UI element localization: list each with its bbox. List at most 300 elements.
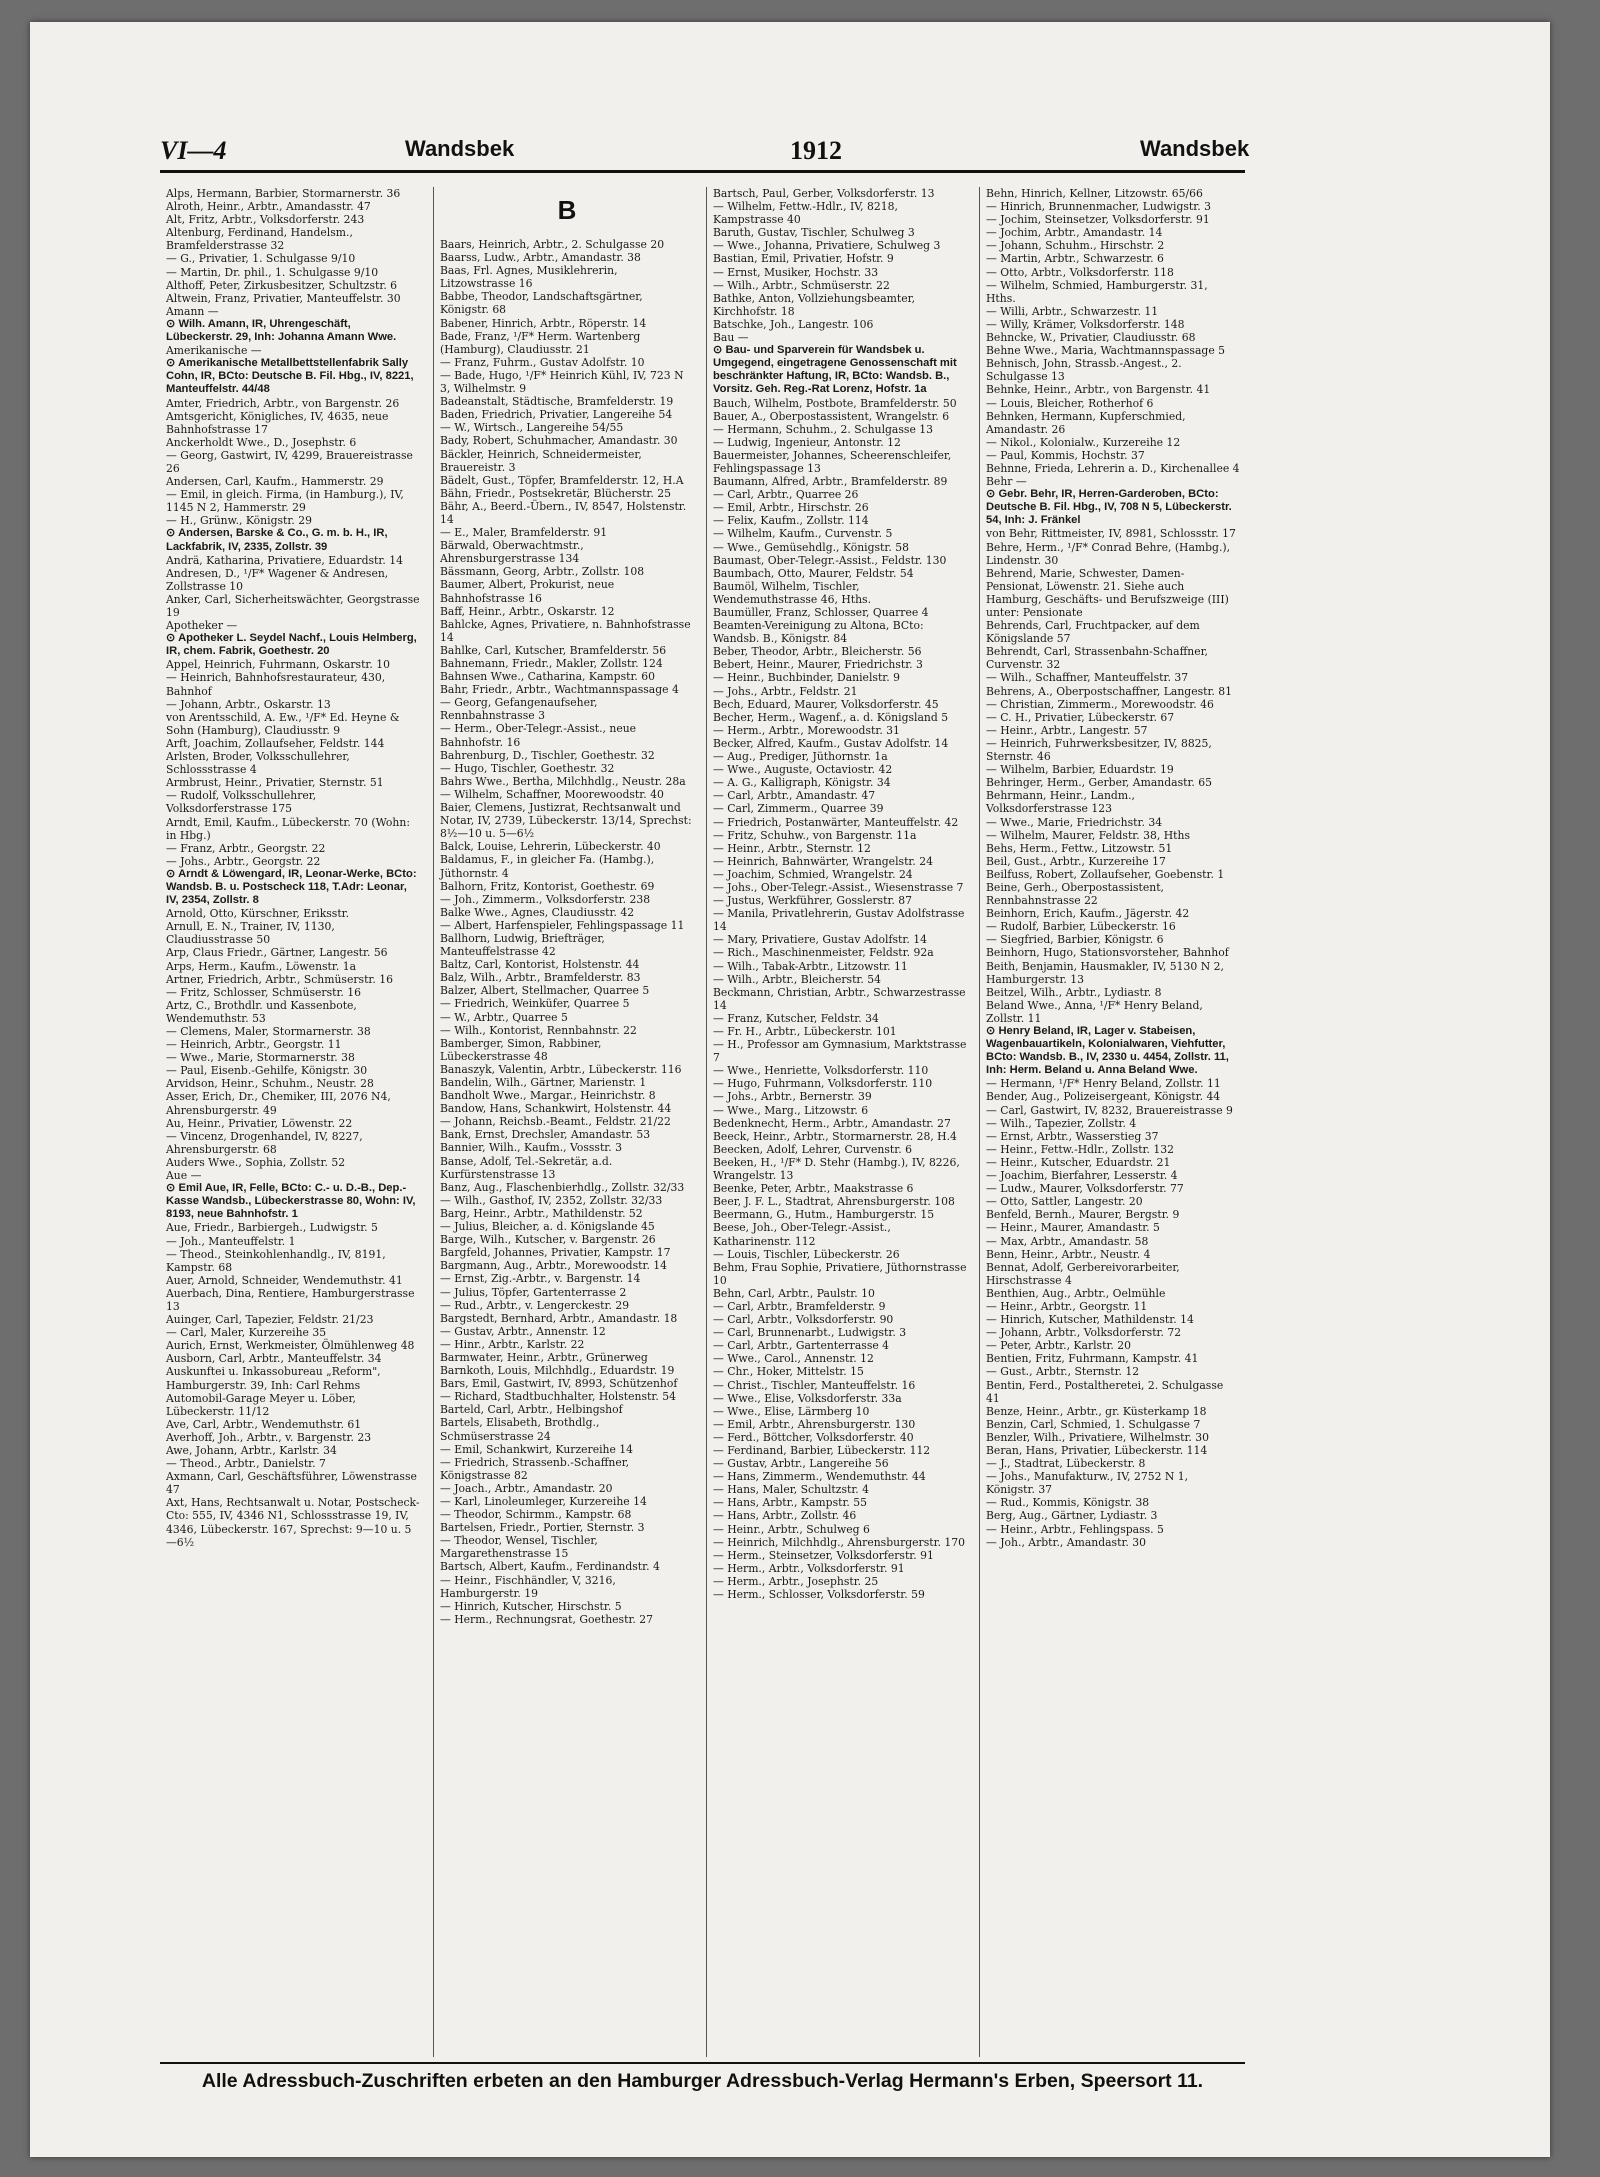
directory-entry: Appel, Heinrich, Fuhrmann, Oskarstr. 10 xyxy=(166,658,391,672)
directory-entry: Benze, Heinr., Arbtr., gr. Küsterkamp 18 xyxy=(986,1404,1207,1418)
directory-entry: Barg, Heinr., Arbtr., Mathildenstr. 52 xyxy=(440,1206,643,1220)
directory-entry: Bargfeld, Johannes, Privatier, Kampstr. 17 xyxy=(440,1246,671,1260)
directory-entry: — Hinr., Arbtr., Karlstr. 22 xyxy=(440,1337,585,1351)
directory-entry: Artz, C., Brothdlr. und Kassenbote, Wendemuthstr. 53 xyxy=(166,998,357,1025)
directory-entry: — Friedrich, Weinküfer, Quarree 5 xyxy=(440,997,630,1011)
directory-entry: Bähr, A., Beerd.-Übern., IV, 8547, Holstenstr. 14 xyxy=(440,499,687,526)
directory-entry: Behnken, Hermann, Kupferschmied, Amandastr. 26 xyxy=(986,409,1186,436)
directory-entry: Arndt, Emil, Kaufm., Lübeckerstr. 70 (Wohn: in Hbg.) xyxy=(166,815,410,842)
directory-entry: Bahlcke, Agnes, Privatiere, n. Bahnhofstrasse 14 xyxy=(440,617,691,644)
directory-entry: — Ernst, Zig.-Arbtr., v. Bargenstr. 14 xyxy=(440,1272,641,1286)
column-1 xyxy=(160,187,424,2057)
directory-entry: Bentien, Fritz, Fuhrmann, Kampstr. 41 xyxy=(986,1352,1199,1366)
directory-entry: — Hugo, Tischler, Goethestr. 32 xyxy=(440,761,615,775)
directory-entry: — Peter, Arbtr., Karlstr. 20 xyxy=(986,1339,1132,1353)
directory-entry: Berg, Aug., Gärtner, Lydiastr. 3 xyxy=(986,1509,1158,1523)
directory-entry: — G., Privatier, 1. Schulgasse 9/10 xyxy=(166,252,356,266)
directory-entry: — Hans, Arbtr., Zollstr. 46 xyxy=(713,1509,857,1523)
directory-entry: Baarss, Ludw., Arbtr., Amandastr. 38 xyxy=(440,251,641,265)
directory-entry: — Heinr., Fettw.-Hdlr., Zollstr. 132 xyxy=(986,1142,1175,1156)
directory-entry: — Hinrich, Brunnenmacher, Ludwigstr. 3 xyxy=(986,200,1211,214)
directory-entry: Beilfuss, Robert, Zollaufseher, Goebenstr. 1 xyxy=(986,867,1225,881)
directory-entry: — Joh., Manteuffelstr. 1 xyxy=(166,1234,296,1248)
directory-entry: Behrendt, Carl, Strassenbahn-Schaffner, Curvenstr. 32 xyxy=(986,645,1208,672)
directory-entry: Averhoff, Joh., Arbtr., v. Bargenstr. 23 xyxy=(166,1430,372,1444)
directory-entry: Amann — xyxy=(166,304,219,318)
directory-entry: Bender, Aug., Polizeisergeant, Königstr. 44 xyxy=(986,1090,1221,1104)
directory-entry: Badeanstalt, Städtische, Bramfelderstr. 19 xyxy=(440,395,674,409)
directory-entry: — Ernst, Arbtr., Wasserstieg 37 xyxy=(986,1129,1159,1143)
directory-entry: Bauer, A., Oberpostassistent, Wrangelstr. 6 xyxy=(713,409,950,423)
directory-entry: Bathke, Anton, Vollziehungsbeamter, Kirchhofstr. 18 xyxy=(713,291,916,318)
directory-entry: — Hermann, ¹/F* Henry Beland, Zollstr. 11 xyxy=(986,1077,1221,1091)
directory-entry: — Johs., Ober-Telegr.-Assist., Wiesenstrasse 7 xyxy=(713,880,964,894)
directory-entry: — Karl, Linoleumleger, Kurzereihe 14 xyxy=(440,1495,647,1508)
directory-entry: Bargmann, Aug., Arbtr., Morewoodstr. 14 xyxy=(440,1259,668,1273)
directory-entry: — Paul, Kommis, Hochstr. 37 xyxy=(986,448,1145,462)
directory-entry: — Carl, Arbtr., Gartenterrasse 4 xyxy=(713,1339,890,1353)
directory-entry: — Heinr., Arbtr., Schulweg 6 xyxy=(713,1522,870,1536)
directory-entry: Bebert, Heinr., Maurer, Friedrichstr. 3 xyxy=(713,658,923,672)
directory-entry: — Julius, Töpfer, Gartenterrasse 2 xyxy=(440,1285,627,1299)
directory-entry: — Johs., Arbtr., Feldstr. 21 xyxy=(713,684,858,698)
directory-entry: Bandholt Wwe., Margar., Heinrichstr. 8 xyxy=(440,1089,656,1103)
directory-entry: Baas, Frl. Agnes, Musiklehrerin, Litzowstrasse 16 xyxy=(440,264,618,291)
directory-entry: — Rudolf, Barbier, Lübeckerstr. 16 xyxy=(986,920,1176,934)
directory-entry: — Wilhelm, Kaufm., Curvenstr. 5 xyxy=(713,527,893,541)
directory-entry: — Wilhelm, Barbier, Eduardstr. 19 xyxy=(986,763,1174,777)
directory-entry: Baumer, Albert, Prokurist, neue Bahnhofstrasse 16 xyxy=(440,578,615,605)
directory-entry: Arnull, E. N., Trainer, IV, 1130, Claudiusstrasse 50 xyxy=(166,920,335,947)
directory-entry: Balz, Wilh., Arbtr., Bramfelderstr. 83 xyxy=(440,971,641,985)
directory-entry: Beamten-Vereinigung zu Altona, BCto: Wandsb. B., Königstr. 84 xyxy=(713,619,924,646)
directory-entry: Behrends, Carl, Fruchtpacker, auf dem Königslande 57 xyxy=(986,619,1200,646)
directory-entry: Andresen, D., ¹/F* Wagener & Andresen, Zollstrasse 10 xyxy=(166,566,389,593)
directory-entry: Baier, Clemens, Justizrat, Rechtsanwalt und Notar, IV, 2739, Lübeckerstr. 13/14, Sprechst: 8½—10 u. 5—6½ xyxy=(440,801,692,841)
directory-entry: — Joh., Arbtr., Amandastr. 30 xyxy=(986,1535,1147,1549)
directory-entry: Automobil-Garage Meyer u. Löber, Lübeckerstr. 11/12 xyxy=(166,1391,356,1418)
directory-entry: — Wwe., Marie, Stormarnerstr. 38 xyxy=(166,1051,355,1065)
directory-entry: Batschke, Joh., Langestr. 106 xyxy=(713,317,874,331)
directory-entry: — Herm., Ober-Telegr.-Assist., neue Bahnhofstr. 16 xyxy=(440,722,637,749)
directory-entry: Baltz, Carl, Kontorist, Holstenstr. 44 xyxy=(440,958,640,972)
directory-entry: Au, Heinr., Privatier, Löwenstr. 22 xyxy=(166,1116,353,1130)
directory-entry: Arps, Herm., Kaufm., Löwenstr. 1a xyxy=(166,959,357,973)
header-town-left: Wandsbek xyxy=(405,136,515,161)
directory-entry: — Hans, Zimmerm., Wendemuthstr. 44 xyxy=(713,1470,926,1484)
directory-entry: Benthien, Aug., Arbtr., Oelmühle xyxy=(986,1286,1166,1300)
directory-entry: — H., Grünw., Königstr. 29 xyxy=(166,514,312,528)
directory-entry: — Heinr., Buchbinder, Danielstr. 9 xyxy=(713,671,900,685)
directory-entry: — Clemens, Maler, Stormarnerstr. 38 xyxy=(166,1025,371,1038)
directory-entry: Behn, Hinrich, Kellner, Litzowstr. 65/66 xyxy=(986,187,1203,200)
directory-entry: — Theod., Arbtr., Danielstr. 7 xyxy=(166,1457,326,1471)
directory-entry: Bäckler, Heinrich, Schneidermeister, Brauereistr. 3 xyxy=(440,447,642,474)
directory-entry: ⊙ Wilh. Amann, IR, Uhrengeschäft, Lübeckerstr. 29, Inh: Johanna Amann Wwe. xyxy=(166,317,397,344)
directory-entry: — Fritz, Schlosser, Schmüserstr. 16 xyxy=(166,985,362,999)
directory-entry: — Georg, Gastwirt, IV, 4299, Brauereistrasse 26 xyxy=(166,448,413,475)
section-letter: B xyxy=(557,195,577,225)
directory-entry: Banse, Adolf, Tel.-Sekretär, a.d. Kurfürstenstrasse 13 xyxy=(440,1154,613,1181)
directory-entry: Beeck, Heinr., Arbtr., Stormarnerstr. 28, H.4 xyxy=(713,1129,957,1143)
directory-entry: Bamberger, Simon, Rabbiner, Lübeckerstrasse 48 xyxy=(440,1036,602,1063)
directory-entry: Arnold, Otto, Kürschner, Eriksstr. xyxy=(166,907,350,921)
directory-entry: — Gust., Arbtr., Sternstr. 12 xyxy=(986,1365,1140,1379)
directory-entry: — Manila, Privatlehrerin, Gustav Adolfstrasse 14 xyxy=(713,907,965,934)
directory-entry: — Herm., Arbtr., Morewoodstr. 31 xyxy=(713,723,900,737)
directory-entry: Bank, Ernst, Drechsler, Amandastr. 53 xyxy=(440,1128,651,1142)
directory-entry: — Joh., Zimmerm., Volksdorferstr. 238 xyxy=(440,892,651,906)
directory-entry: Bädelt, Gust., Töpfer, Bramfelderstr. 12, H.A xyxy=(440,473,684,487)
directory-entry: Baff, Heinr., Arbtr., Oskarstr. 12 xyxy=(440,604,615,618)
directory-entry: — Paul, Eisenb.-Gehilfe, Königstr. 30 xyxy=(166,1064,368,1078)
directory-entry: — Johann, Arbtr., Oskarstr. 13 xyxy=(166,697,331,711)
directory-entry: — Johs., Arbtr., Georgstr. 22 xyxy=(166,854,321,868)
running-header xyxy=(160,130,1250,173)
directory-entry: — Hinrich, Kutscher, Mathildenstr. 14 xyxy=(986,1313,1194,1327)
directory-entry: Anker, Carl, Sicherheitswächter, Georgstrasse 19 xyxy=(166,592,420,619)
directory-entry: — Justus, Werkführer, Gosslerstr. 87 xyxy=(713,894,913,908)
directory-entry: Balzer, Albert, Stellmacher, Quarree 5 xyxy=(440,984,650,998)
directory-entry: — Joachim, Bierfahrer, Lesserstr. 4 xyxy=(986,1169,1178,1183)
directory-entry: Altenburg, Ferdinand, Handelsm., Bramfelderstrasse 32 xyxy=(166,226,353,253)
directory-entry: — Wilh., Tabak-Arbtr., Litzowstr. 11 xyxy=(713,959,908,973)
directory-entry: — Wwe., Auguste, Octaviostr. 42 xyxy=(713,763,893,777)
directory-entry: Auerbach, Dina, Rentiere, Hamburgerstrasse 13 xyxy=(166,1286,415,1313)
directory-entry: — Ferd., Böttcher, Volksdorferstr. 40 xyxy=(713,1430,914,1444)
directory-entry: — Carl, Brunnenarbt., Ludwigstr. 3 xyxy=(713,1326,907,1340)
directory-entry: — Christ., Tischler, Manteuffelstr. 16 xyxy=(713,1378,916,1392)
directory-entry: Behncke, W., Privatier, Claudiusstr. 68 xyxy=(986,331,1196,345)
directory-entry: — Richard, Stadtbuchhalter, Holstenstr. 54 xyxy=(440,1390,676,1404)
directory-entry: — Siegfried, Barbier, Königstr. 6 xyxy=(986,933,1164,947)
directory-entry: — Louis, Bleicher, Rotherhof 6 xyxy=(986,396,1154,410)
directory-entry: — Heinr., Kutscher, Eduardstr. 21 xyxy=(986,1155,1171,1169)
directory-entry: Amerikanische — xyxy=(166,344,262,358)
directory-entry: Andrä, Katharina, Privatiere, Eduardstr. 14 xyxy=(166,553,403,567)
directory-entry: — Rich., Maschinenmeister, Feldstr. 92a xyxy=(713,946,934,960)
directory-entry: — Heinrich, Fuhrwerksbesitzer, IV, 8825, Sternstr. 46 xyxy=(986,736,1212,764)
directory-entry: Aue — xyxy=(166,1169,202,1183)
directory-entry: — Martin, Arbtr., Schwarzestr. 6 xyxy=(986,252,1164,266)
directory-entry: — Wilh., Tapezier, Zollstr. 4 xyxy=(986,1116,1137,1130)
directory-entry: — Joachim, Schmied, Wrangelstr. 24 xyxy=(713,867,913,881)
directory-entry: — C. H., Privatier, Lübeckerstr. 67 xyxy=(986,710,1175,724)
directory-entry: Behs, Herm., Fettw., Litzowstr. 51 xyxy=(986,841,1173,855)
directory-entry: Baruth, Gustav, Tischler, Schulweg 3 xyxy=(713,226,915,240)
directory-entry: Babener, Hinrich, Arbtr., Röperstr. 14 xyxy=(440,316,647,330)
directory-entry: Baden, Friedrich, Privatier, Langereihe 54 xyxy=(440,408,673,422)
directory-entry: Amtsgericht, Königliches, IV, 4635, neue Bahnhofstrasse 17 xyxy=(166,409,389,436)
directory-entry: Baldamus, F., in gleicher Fa. (Hambg.), Jüthornstr. 4 xyxy=(440,853,655,880)
directory-entry: Beese, Joh., Ober-Telegr.-Assist., Katharinenstr. 112 xyxy=(713,1221,891,1248)
directory-entry: Balck, Louise, Lehrerin, Lübeckerstr. 40 xyxy=(440,840,661,854)
directory-entry: Andersen, Carl, Kaufm., Hammerstr. 29 xyxy=(166,475,384,489)
directory-entry: Becher, Herm., Wagenf., a. d. Königsland 5 xyxy=(713,710,949,724)
directory-entry: Behm, Frau Sophie, Privatiere, Jüthornstrasse 10 xyxy=(713,1260,967,1287)
directory-entry: — Friedrich, Postanwärter, Manteuffelstr. 42 xyxy=(713,815,959,829)
directory-entry: Beecken, Adolf, Lehrer, Curvenstr. 6 xyxy=(713,1142,912,1156)
directory-entry: Behrmann, Heinr., Landm., Volksdorferstrasse 123 xyxy=(986,789,1135,816)
directory-entry: — Jochim, Arbtr., Amandastr. 14 xyxy=(986,226,1163,240)
directory-entry: — Hugo, Fuhrmann, Volksdorferstr. 110 xyxy=(713,1077,933,1091)
directory-entry: — Wilhelm, Maurer, Feldstr. 38, Hths xyxy=(986,828,1191,842)
directory-entry: — Wwe., Marg., Litzowstr. 6 xyxy=(713,1103,869,1117)
directory-entry: Armbrust, Heinr., Privatier, Sternstr. 51 xyxy=(166,776,384,790)
column-4 xyxy=(979,187,1244,2057)
directory-entry: — Ferdinand, Barbier, Lübeckerstr. 112 xyxy=(713,1444,931,1457)
directory-entry: — Ernst, Musiker, Hochstr. 33 xyxy=(713,265,879,279)
directory-entry: — Herm., Arbtr., Volksdorferstr. 91 xyxy=(713,1561,905,1575)
directory-entry: Beil, Gust., Arbtr., Kurzereihe 17 xyxy=(986,854,1166,868)
directory-entry: Beer, J. F. L., Stadtrat, Ahrensburgerstr. 108 xyxy=(713,1195,955,1209)
directory-entry: Amter, Friedrich, Arbtr., von Bargenstr. 26 xyxy=(166,396,400,410)
directory-entry: Beckmann, Christian, Arbtr., Schwarzestrasse 14 xyxy=(713,985,966,1012)
directory-entry: — Franz, Kutscher, Feldstr. 34 xyxy=(713,1011,879,1025)
directory-entry: Asser, Erich, Dr., Chemiker, III, 2076 N4, Ahrensburgerstr. 49 xyxy=(166,1090,391,1117)
directory-entry: — Wwe., Elise, Volksdorferstr. 33a xyxy=(713,1391,902,1405)
directory-entry: — Heinr., Arbtr., Georgstr. 11 xyxy=(986,1299,1148,1313)
directory-entry: Bauermeister, Johannes, Scheerenschleifer, Fehlingspassage 13 xyxy=(713,448,952,475)
directory-entry: Bech, Eduard, Maurer, Volksdorferstr. 45 xyxy=(713,697,939,711)
directory-entry: Becker, Alfred, Kaufm., Gustav Adolfstr. 14 xyxy=(713,736,949,750)
directory-entry: Benfeld, Bernh., Maurer, Bergstr. 9 xyxy=(986,1208,1180,1222)
directory-entry: — Martin, Dr. phil., 1. Schulgasse 9/10 xyxy=(166,265,379,279)
directory-entry: Altwein, Franz, Privatier, Manteuffelstr. 30 xyxy=(166,291,401,305)
directory-entry: — Heinrich, Milchhdlg., Ahrensburgerstr. 170 xyxy=(713,1535,966,1549)
directory-entry: Bahr, Friedr., Arbtr., Wachtmannspassage 4 xyxy=(440,683,679,697)
directory-entry: Bahnsen Wwe., Catharina, Kampstr. 60 xyxy=(440,670,656,684)
directory-entry: — Louis, Tischler, Lübeckerstr. 26 xyxy=(713,1247,900,1261)
directory-entry: — Max, Arbtr., Amandastr. 58 xyxy=(986,1234,1149,1248)
directory-entry: — Vincenz, Drogenhandel, IV, 8227, Ahrensburgerstr. 68 xyxy=(166,1129,363,1156)
directory-entry: — Rudolf, Volksschullehrer, Volksdorferstrasse 175 xyxy=(166,789,317,816)
directory-entry: Bässmann, Georg, Arbtr., Zollstr. 108 xyxy=(440,565,645,579)
directory-entry: — Wilh., Arbtr., Schmüserstr. 22 xyxy=(713,278,890,292)
directory-entry: ⊙ Apotheker L. Seydel Nachf., Louis Helmberg, IR, chem. Fabrik, Goethestr. 20 xyxy=(166,632,417,658)
directory-entry: — Carl, Gastwirt, IV, 8232, Brauereistrasse 9 xyxy=(986,1103,1233,1117)
directory-entry: — Heinr., Arbtr., Fehlingspass. 5 xyxy=(986,1522,1164,1536)
directory-entry: Bau — xyxy=(713,331,749,345)
directory-entry: Bartelsen, Friedr., Portier, Sternstr. 3 xyxy=(440,1521,645,1535)
directory-entry: — Wilh., Gasthof, IV, 2352, Zollstr. 32/33 xyxy=(440,1193,663,1207)
directory-entry: — Felix, Kaufm., Zollstr. 114 xyxy=(713,514,869,528)
column-2 xyxy=(433,187,698,2057)
directory-entry: — Christian, Zimmerm., Morewoodstr. 46 xyxy=(986,697,1214,711)
directory-entry: — Friedrich, Strassenb.-Schaffner, Königstrasse 82 xyxy=(440,1455,630,1482)
directory-entry: Beber, Theodor, Arbtr., Bleicherstr. 56 xyxy=(713,645,922,659)
directory-entry: Banz, Aug., Flaschenbierhdlg., Zollstr. 32/33 xyxy=(440,1180,685,1194)
directory-entry: — W., Arbtr., Quarree 5 xyxy=(440,1010,568,1024)
directory-entry: Behnisch, John, Strassb.-Angest., 2. Schulgasse 13 xyxy=(986,357,1182,384)
directory-entry: Arlsten, Broder, Volksschullehrer, Schlossstrasse 4 xyxy=(166,750,350,777)
directory-entry: Barnkoth, Louis, Milchhdlg., Eduardstr. 19 xyxy=(440,1364,675,1378)
publisher-footer: Alle Adressbuch-Zuschriften erbeten an den Hamburger Adressbuch-Verlag Hermann's Erben, Speersort 11. xyxy=(160,2062,1245,2093)
directory-entry: — Herm., Steinsetzer, Volksdorferstr. 91 xyxy=(713,1548,934,1562)
directory-entry: — Wwe., Henriette, Volksdorferstr. 110 xyxy=(713,1064,929,1078)
directory-entry: Behrens, A., Oberpostschaffner, Langestr. 81 xyxy=(986,684,1233,698)
directory-entry: — Franz, Fuhrm., Gustav Adolfstr. 10 xyxy=(440,355,645,369)
directory-entry: ⊙ Arndt & Löwengard, IR, Leonar-Werke, BCto: Wandsb. B. u. Postscheck 118, T.Adr: Leonar, IV, 2354, Zollstr. 8 xyxy=(166,867,417,907)
directory-entry: ⊙ Amerikanische Metallbettstellenfabrik Sally Cohn, IR, BCto: Deutsche B. Fil. Hbg., IV, 8221, Manteuffelstr. 44/48 xyxy=(166,357,414,396)
directory-entry: — Willi, Arbtr., Schwarzestr. 11 xyxy=(986,304,1159,318)
directory-entry: — Wilh., Kontorist, Rennbahnstr. 22 xyxy=(440,1023,637,1037)
directory-entry: Ausborn, Carl, Arbtr., Manteuffelstr. 34 xyxy=(166,1352,382,1366)
directory-entry: Balhorn, Fritz, Kontorist, Goethestr. 69 xyxy=(440,879,655,893)
directory-entry: ⊙ Gebr. Behr, IR, Herren-Garderoben, BCto: Deutsche B. Fil. Hbg., IV, 708 N 5, Lübeckerstr. 54, Inh: J. Fränkel xyxy=(986,488,1232,527)
directory-entry: Anckerholdt Wwe., D., Josephstr. 6 xyxy=(166,435,357,449)
directory-entry: — Wilhelm, Schaffner, Moorewoodstr. 40 xyxy=(440,787,664,801)
directory-entry: — Johann, Schuhm., Hirschstr. 2 xyxy=(986,239,1165,253)
directory-entry: — Theodor, Schirmm., Kampstr. 68 xyxy=(440,1508,632,1522)
directory-entry: Baumbach, Otto, Maurer, Feldstr. 54 xyxy=(713,566,914,580)
directory-entry: — Wwe., Gemüsehdlg., Königstr. 58 xyxy=(713,540,909,554)
directory-entry: — Heinr., Fischhändler, V, 3216, Hamburgerstr. 19 xyxy=(440,1573,616,1600)
directory-entry: Behrend, Marie, Schwester, Damen-Pensionat, Löwenstr. 21. Siehe auch Hamburg, Geschäfts- und Berufszweige (III) unter: Pensionate xyxy=(986,566,1229,619)
directory-entry: — Wwe., Johanna, Privatiere, Schulweg 3 xyxy=(713,239,941,253)
directory-entry: — Nikol., Kolonialw., Kurzereihe 12 xyxy=(986,435,1181,449)
directory-entry: Bahrs Wwe., Bertha, Milchhdlg., Neustr. 28a xyxy=(440,774,686,788)
directory-entry: Beland Wwe., Anna, ¹/F* Henry Beland, Zollstr. 11 xyxy=(986,998,1203,1025)
directory-entry: Alroth, Heinr., Arbtr., Amandasstr. 47 xyxy=(166,200,371,214)
directory-entry: — Heinr., Arbtr., Langestr. 57 xyxy=(986,723,1148,737)
directory-entry: — Wilh., Arbtr., Bleicherstr. 54 xyxy=(713,972,882,986)
directory-entry: Behn, Carl, Arbtr., Paulstr. 10 xyxy=(713,1286,875,1300)
directory-entry: — Emil, Arbtr., Hirschstr. 26 xyxy=(713,501,869,515)
directory-entry: Baumöl, Wilhelm, Tischler, Wendemuthstrasse 46, Hths. xyxy=(713,579,872,606)
directory-entry: Awe, Johann, Arbtr., Karlstr. 34 xyxy=(166,1444,337,1457)
directory-entry: — Theod., Steinkohlenhandlg., IV, 8191, Kampstr. 68 xyxy=(166,1247,386,1274)
directory-entry: — Fritz, Schuhw., von Bargenstr. 11a xyxy=(713,828,917,842)
directory-entry: Bärwald, Oberwachtmstr., Ahrensburgerstrasse 134 xyxy=(440,539,584,566)
directory-entry: — Willy, Krämer, Volksdorferstr. 148 xyxy=(986,317,1185,331)
directory-entry: — Heinrich, Bahnhofsrestaurateur, 430, Bahnhof xyxy=(166,671,386,698)
page-sheet xyxy=(30,22,1550,2157)
directory-entry: — E., Maler, Bramfelderstr. 91 xyxy=(440,526,608,540)
directory-entry: Auskunftei u. Inkassobureau „Reform", Hamburgerstr. 39, Inh: Carl Rehms xyxy=(166,1365,381,1392)
directory-entry: — Gustav, Arbtr., Annenstr. 12 xyxy=(440,1324,606,1338)
directory-entry: Bartels, Elisabeth, Brothdlg., Schmüserstrasse 24 xyxy=(440,1416,600,1443)
directory-entry: Beermann, G., Hutm., Hamburgerstr. 15 xyxy=(713,1208,935,1222)
directory-entry: — Rud., Kommis, Königstr. 38 xyxy=(986,1496,1150,1510)
directory-entry: Bade, Franz, ¹/F* Herm. Wartenberg (Hamburg), Claudiusstr. 21 xyxy=(440,329,641,356)
directory-entry: — Julius, Bleicher, a. d. Königslande 45 xyxy=(440,1220,655,1234)
directory-entry: Baumann, Alfred, Arbtr., Bramfelderstr. 89 xyxy=(713,475,948,489)
directory-entry: — Fr. H., Arbtr., Lübeckerstr. 101 xyxy=(713,1025,897,1038)
directory-entry: Bastian, Emil, Privatier, Hofstr. 9 xyxy=(713,252,894,266)
directory-entry: Auer, Arnold, Schneider, Wendemuthstr. 41 xyxy=(166,1273,403,1287)
directory-entry: — Chr., Hoker, Mittelstr. 15 xyxy=(713,1365,864,1379)
directory-entry: Axmann, Carl, Geschäftsführer, Löwenstrasse 47 xyxy=(166,1470,417,1497)
directory-entry: Beitzel, Wilh., Arbtr., Lydiastr. 8 xyxy=(986,985,1162,999)
directory-entry: Bahnemann, Friedr., Makler, Zollstr. 124 xyxy=(440,657,663,670)
directory-entry: — Gustav, Arbtr., Langereihe 56 xyxy=(713,1457,889,1471)
directory-entry: — Johann, Arbtr., Volksdorferstr. 72 xyxy=(986,1326,1182,1340)
directory-entry: — Mary, Privatiere, Gustav Adolfstr. 14 xyxy=(713,933,927,947)
directory-entry: — Franz, Arbtr., Georgstr. 22 xyxy=(166,841,326,855)
directory-entry: — Wwe., Elise, Lärmberg 10 xyxy=(713,1404,870,1418)
directory-entry: Alt, Fritz, Arbtr., Volksdorferstr. 243 xyxy=(166,213,365,227)
directory-entry: Benzler, Wilh., Privatiere, Wilhelmstr. 30 xyxy=(986,1430,1210,1444)
directory-entry: Althoff, Peter, Zirkusbesitzer, Schultzstr. 6 xyxy=(166,278,398,292)
directory-entry: — Ludw., Maurer, Volksdorferstr. 77 xyxy=(986,1182,1184,1196)
directory-entry: — Emil, Schankwirt, Kurzereihe 14 xyxy=(440,1442,634,1456)
directory-entry: — Johs., Manufakturw., IV, 2752 N 1, Königstr. 37 xyxy=(986,1470,1189,1497)
directory-entry: Behre, Herm., ¹/F* Conrad Behre, (Hambg.), Lindenstr. 30 xyxy=(986,540,1231,567)
directory-entry: Barmwater, Heinr., Arbtr., Grünerweg xyxy=(440,1350,648,1364)
directory-entry: ⊙ Andersen, Barske & Co., G. m. b. H., IR, Lackfabrik, IV, 2335, Zollstr. 39 xyxy=(166,527,388,553)
directory-entry: Bauch, Wilhelm, Postbote, Bramfelderstr. 50 xyxy=(713,396,957,410)
directory-entry: — Carl, Maler, Kurzereihe 35 xyxy=(166,1326,327,1340)
directory-entry: — Joach., Arbtr., Amandastr. 20 xyxy=(440,1481,613,1495)
directory-entry: Bargstedt, Bernhard, Arbtr., Amandastr. 18 xyxy=(440,1311,678,1325)
directory-entry: Axt, Hans, Rechtsanwalt u. Notar, Postscheck-Cto: 555, IV, 4346 N1, Schlossstrasse 19, IV, 4346, Lübeckerstr. 167, Sprechst: 9—10 u. 5—6½ xyxy=(166,1496,420,1549)
page-number: VI—4 xyxy=(160,136,227,165)
directory-entry: — Albert, Harfenspieler, Fehlingspassage 11 xyxy=(440,918,685,932)
directory-entry: — Wwe., Carol., Annenstr. 12 xyxy=(713,1352,874,1366)
directory-entry: Bars, Emil, Gastwirt, IV, 8993, Schützenhof xyxy=(440,1377,678,1391)
directory-entry: Bedenknecht, Herm., Arbtr., Amandastr. 27 xyxy=(713,1116,951,1130)
directory-entry: Bahrenburg, D., Tischler, Goethestr. 32 xyxy=(440,748,655,762)
directory-entry: — Wwe., Marie, Friedrichstr. 34 xyxy=(986,815,1163,829)
directory-entry: ⊙ Henry Beland, IR, Lager v. Stabeisen, Wagenbauartikeln, Kolonialwaren, Viehfutter, BCto: Wandsb. B., IV, 2330 u. 4454, Zollstr. 11, Inh: Herm. Beland u. Anna Beland Wwe. xyxy=(986,1025,1229,1077)
header-town-right: Wandsbek xyxy=(1140,136,1250,161)
directory-entry: Beeken, H., ¹/F* D. Stehr (Hambg.), IV, 8226, Wrangelstr. 13 xyxy=(713,1155,960,1183)
directory-entry: — Wilh., Schaffner, Manteuffelstr. 37 xyxy=(986,671,1189,685)
directory-entry: Ave, Carl, Arbtr., Wendemuthstr. 61 xyxy=(166,1417,362,1431)
directory-entry: — Emil, in gleich. Firma, (in Hamburg.), IV, 1145 N 2, Hammerstr. 29 xyxy=(166,488,404,515)
directory-entry: — Heinrich, Bahnwärter, Wrangelstr. 24 xyxy=(713,854,933,868)
directory-entry: Behringer, Herm., Gerber, Amandastr. 65 xyxy=(986,776,1213,790)
directory-entry: — Carl, Zimmerm., Quarree 39 xyxy=(713,802,884,816)
directory-entry: — Theodor, Wensel, Tischler, Margarethenstrasse 15 xyxy=(440,1534,598,1561)
directory-entry: — Otto, Sattler, Langestr. 20 xyxy=(986,1195,1143,1209)
directory-entry: Bandow, Hans, Schankwirt, Holstenstr. 44 xyxy=(440,1102,672,1116)
header-year: 1912 xyxy=(790,136,842,165)
directory-entry: — Carl, Arbtr., Amandastr. 47 xyxy=(713,789,876,803)
directory-entry: — Bade, Hugo, ¹/F* Heinrich Kühl, IV, 723 N 3, Wilhelmstr. 9 xyxy=(440,368,684,396)
directory-entry: Behne Wwe., Maria, Wachtmannspassage 5 xyxy=(986,344,1226,358)
directory-entry: — Carl, Arbtr., Volksdorferstr. 90 xyxy=(713,1313,894,1327)
directory-entry: — Wilhelm, Schmied, Hamburgerstr. 31, Hths. xyxy=(986,278,1208,305)
directory-entry: — Wilhelm, Fettw.-Hdlr., IV, 8218, Kampstrasse 40 xyxy=(713,200,898,227)
directory-entry: Arvidson, Heinr., Schuhm., Neustr. 28 xyxy=(166,1077,374,1091)
directory-entry: — Heinr., Arbtr., Sternstr. 12 xyxy=(713,841,871,855)
directory-entry: — Herm., Rechnungsrat, Goethestr. 27 xyxy=(440,1612,654,1626)
directory-entry: Baumüller, Franz, Schlosser, Quarree 4 xyxy=(713,606,929,619)
directory-entry: ⊙ Bau- und Sparverein für Wandsbek u. Umgegend, eingetragene Genossenschaft mit beschränkter Haftung, IR, BCto: Wandsb. B., Vorsitz. Geh. Reg.-Rat Lorenz, Hofstr. 1a xyxy=(713,344,957,396)
directory-entry: — Heinr., Maurer, Amandastr. 5 xyxy=(986,1221,1160,1235)
directory-entry: Beenke, Peter, Arbtr., Maakstrasse 6 xyxy=(713,1182,914,1196)
directory-entry: Bartsch, Paul, Gerber, Volksdorferstr. 13 xyxy=(713,187,935,200)
directory-entry: — Johs., Arbtr., Bernerstr. 39 xyxy=(713,1090,872,1104)
directory-entry: — Hans, Arbtr., Kampstr. 55 xyxy=(713,1496,868,1510)
directory-entry: Bähn, Friedr., Postsekretär, Blücherstr. 25 xyxy=(440,486,672,500)
directory-entry: Bady, Robert, Schuhmacher, Amandastr. 30 xyxy=(440,434,678,448)
directory-entry: Artner, Friedrich, Arbtr., Schmüserstr. 16 xyxy=(166,972,393,986)
directory-entry: — H., Professor am Gymnasium, Marktstrasse 7 xyxy=(713,1038,967,1065)
directory-entry: — Aug., Prediger, Jüthornstr. 1a xyxy=(713,750,888,764)
directory-entry: von Behr, Rittmeister, IV, 8981, Schlossstr. 17 xyxy=(986,527,1236,541)
directory-entry: Benn, Heinr., Arbtr., Neustr. 4 xyxy=(986,1247,1151,1261)
directory-entry: ⊙ Emil Aue, IR, Felle, BCto: C.- u. D.-B., Dep.-Kasse Wandsb., Lübeckerstrasse 80, Wohn: IV, 8193, neue Bahnhofstr. 1 xyxy=(166,1182,416,1221)
directory-entry: Bandelin, Wilh., Gärtner, Marienstr. 1 xyxy=(440,1076,647,1089)
directory-entry: Balke Wwe., Agnes, Claudiusstr. 42 xyxy=(440,905,635,919)
directory-entry: Benzin, Carl, Schmied, 1. Schulgasse 7 xyxy=(986,1417,1201,1431)
directory-entry: Beith, Benjamin, Hausmakler, IV, 5130 N 2, Hamburgerstr. 13 xyxy=(986,959,1224,986)
directory-entry: — Hans, Maler, Schultzstr. 4 xyxy=(713,1483,870,1497)
directory-entry: Beran, Hans, Privatier, Lübeckerstr. 114 xyxy=(986,1444,1208,1457)
